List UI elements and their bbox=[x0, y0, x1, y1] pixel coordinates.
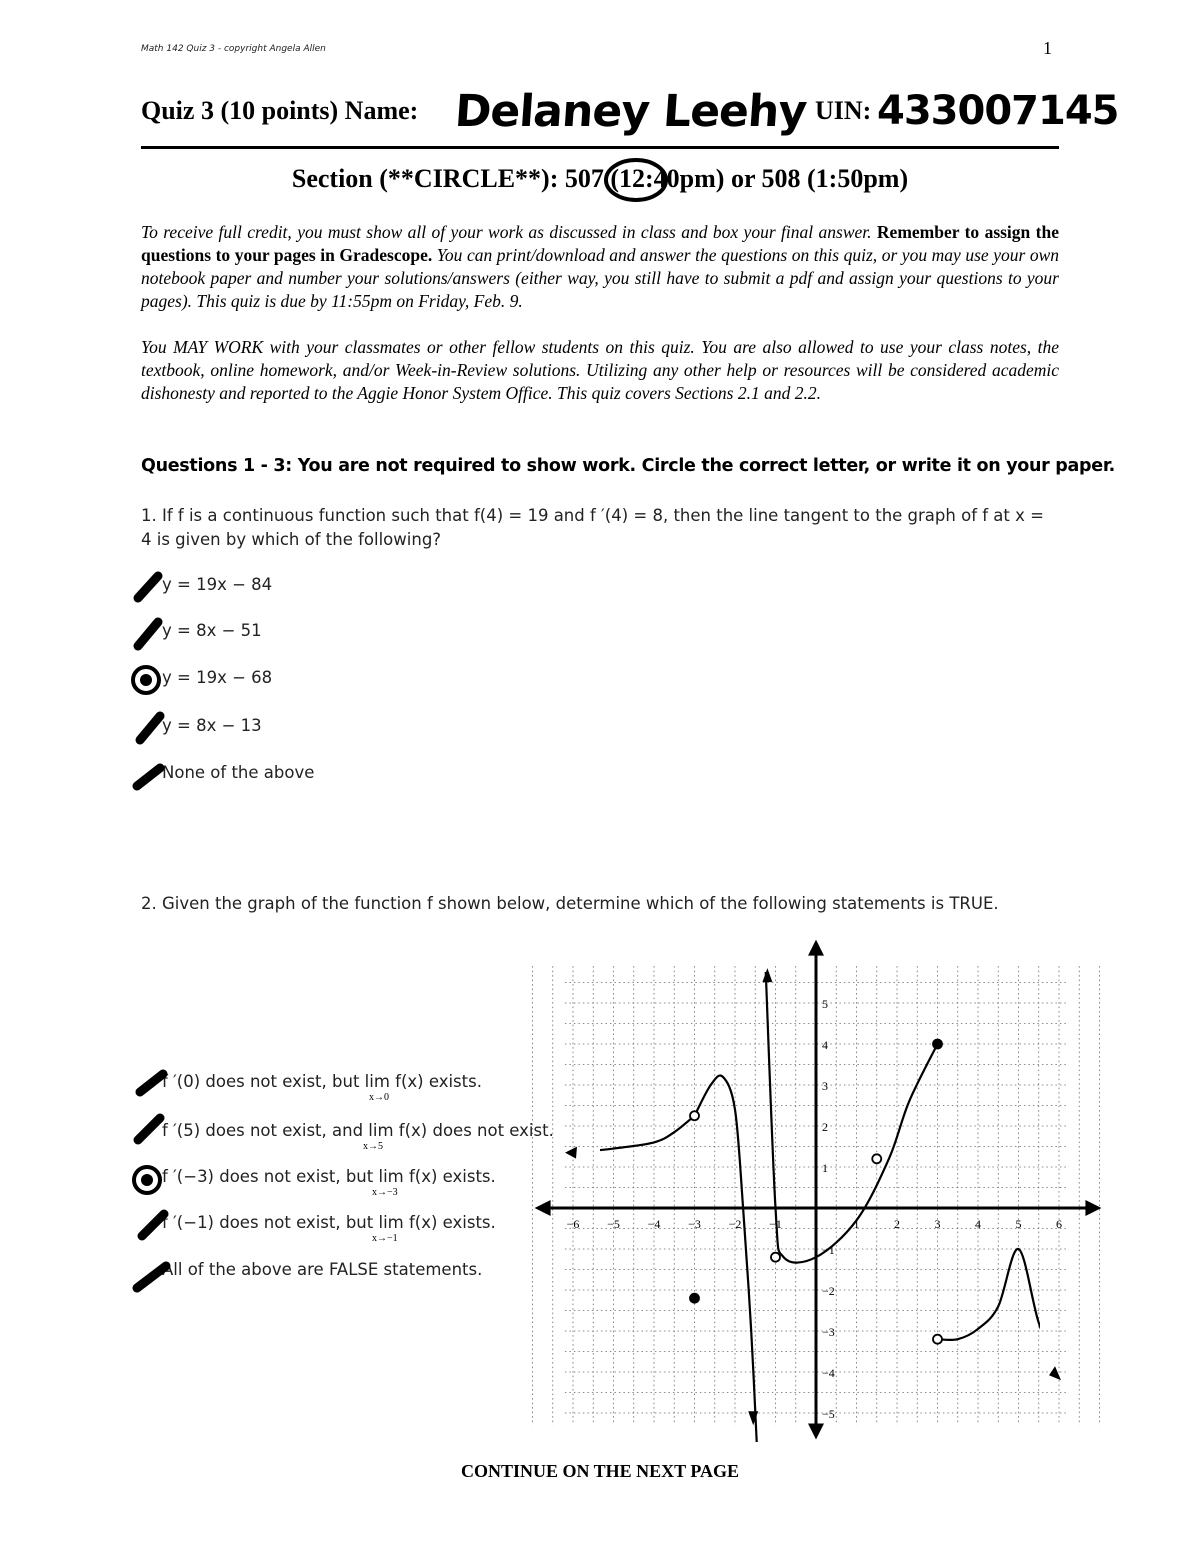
q1-strike-e bbox=[137, 768, 160, 786]
open-point bbox=[933, 1335, 942, 1344]
student-uin-handwritten: 433007145 bbox=[877, 88, 1119, 134]
q2-strike-a bbox=[140, 1074, 163, 1092]
q2-prompt: 2. Given the graph of the function f shown below, determine which of the following statements is TRUE. bbox=[141, 894, 999, 913]
instructions-paragraph-2: You MAY WORK with your classmates or other fellow students on this quiz. You are also allowed to use your class notes, the textbook, online homework, and/or Week-in-Review solutions. Utilizing any other help or resources will be considered academic dishonesty and reported to the Aggie Honor System Office. This quiz covers Sections 2.1 and 2.2. bbox=[141, 337, 1059, 403]
q1-prompt: 1. If f is a continuous function such that f(4) = 19 and f ′(4) = 8, then the line tangent to the graph of f at x = 4 is given by which of the following? bbox=[141, 506, 1044, 549]
q2-limit-sub-a: x→0 bbox=[369, 1092, 389, 1103]
continue-footer: CONTINUE ON THE NEXT PAGE bbox=[460, 1461, 740, 1481]
y-tick-label: 1 bbox=[822, 1161, 828, 1175]
q1-option-c[interactable]: y = 19x − 68 bbox=[162, 668, 273, 687]
x-tick-label: −6 bbox=[566, 1217, 580, 1231]
x-tick-label: −1 bbox=[769, 1217, 782, 1231]
q1-option-e[interactable]: None of the above bbox=[162, 763, 315, 782]
curve-series-3 bbox=[765, 962, 937, 1263]
y-tick-label: −1 bbox=[822, 1243, 835, 1257]
closed-point bbox=[690, 1294, 699, 1303]
q2-option-c[interactable]: f ′(−3) does not exist, but lim f(x) exists. bbox=[162, 1167, 496, 1186]
y-tick-label: 3 bbox=[822, 1079, 828, 1093]
open-point bbox=[690, 1111, 699, 1120]
x-tick-label: 1 bbox=[853, 1217, 860, 1231]
x-tick-label: 3 bbox=[934, 1217, 941, 1231]
q2-option-b[interactable]: f ′(5) does not exist, and lim f(x) does not exist. bbox=[162, 1121, 554, 1140]
instructions-p1-a: To receive full credit, you must show all of your work as discussed in class and box your final answer. bbox=[141, 222, 872, 242]
q1-option-b[interactable]: y = 8x − 51 bbox=[162, 621, 262, 640]
x-tick-label: −2 bbox=[728, 1217, 742, 1231]
x-tick-label: −3 bbox=[688, 1217, 701, 1231]
q2-strike-b bbox=[138, 1118, 160, 1140]
q1-strike-a bbox=[138, 576, 158, 598]
q1-option-d[interactable]: y = 8x − 13 bbox=[162, 716, 262, 735]
y-tick-label: 2 bbox=[822, 1120, 828, 1134]
y-tick-label: 4 bbox=[822, 1038, 828, 1052]
running-head: Math 142 Quiz 3 - copyright Angela Allen bbox=[141, 44, 326, 54]
x-tick-label: 6 bbox=[1056, 1217, 1062, 1231]
q2-strike-e bbox=[137, 1266, 166, 1288]
instructions-p1-b: Remember to assign the questions to your pages in Gradescope. bbox=[141, 222, 1060, 265]
quiz-title: Quiz 3 (10 points) Name: bbox=[141, 96, 419, 125]
q2-limit-sub-b: x→5 bbox=[363, 1141, 383, 1152]
function-graph bbox=[566, 972, 1062, 1442]
y-tick-label: 5 bbox=[822, 997, 828, 1011]
q2-limit-sub-d: x→−1 bbox=[372, 1233, 398, 1244]
y-tick-label: −2 bbox=[822, 1284, 835, 1298]
q2-limit-sub-c: x→−3 bbox=[372, 1187, 398, 1198]
q1-option-a[interactable]: y = 19x − 84 bbox=[162, 575, 273, 594]
y-axis-down-arrow bbox=[808, 1424, 824, 1440]
section-circle-507 bbox=[606, 160, 666, 200]
uin-label: UIN: bbox=[815, 96, 872, 125]
q2-option-d[interactable]: f ′(−1) does not exist, but lim f(x) exists. bbox=[162, 1213, 496, 1232]
q1-strike-b bbox=[138, 622, 158, 646]
section-line: Section (**CIRCLE**): 507 (12:40pm) or 508 (1:50pm) bbox=[291, 164, 909, 193]
instructions-p1-c: You can print/download and answer the questions on this quiz, or you may use your own notebook paper and number your solutions/answers (either way, you still have to submit a pdf and assign your questions to your pages). This quiz is due by 11:55pm on Friday, Feb. 9. bbox=[141, 245, 1059, 311]
curve-series-2 bbox=[695, 1075, 758, 1454]
y-tick-label: −5 bbox=[822, 1407, 835, 1421]
x-tick-label: 5 bbox=[1015, 1217, 1022, 1231]
q1-circle-c-fill bbox=[140, 674, 152, 686]
y-tick-label: −4 bbox=[822, 1366, 835, 1380]
q2-strike-d bbox=[142, 1214, 164, 1236]
page-number: 1 bbox=[1043, 38, 1052, 58]
x-tick-label: 4 bbox=[975, 1217, 981, 1231]
open-point bbox=[872, 1154, 881, 1163]
q2-circle-c-fill bbox=[141, 1174, 153, 1186]
q1-strike-d bbox=[140, 716, 160, 740]
x-tick-label: −5 bbox=[607, 1217, 620, 1231]
q2-option-a[interactable]: f ′(0) does not exist, but lim f(x) exists. bbox=[162, 1072, 482, 1091]
q2-option-e[interactable]: All of the above are FALSE statements. bbox=[162, 1260, 483, 1279]
student-name-handwritten: Delaney Leehy bbox=[453, 86, 808, 137]
y-tick-label: −3 bbox=[822, 1325, 835, 1339]
closed-point bbox=[933, 1040, 942, 1049]
x-tick-label: 2 bbox=[894, 1217, 900, 1231]
questions-header: Questions 1 - 3: You are not required to show work. Circle the correct letter, or write it on your paper. bbox=[141, 456, 1116, 476]
open-point bbox=[771, 1253, 780, 1262]
x-tick-label: −4 bbox=[647, 1217, 661, 1231]
